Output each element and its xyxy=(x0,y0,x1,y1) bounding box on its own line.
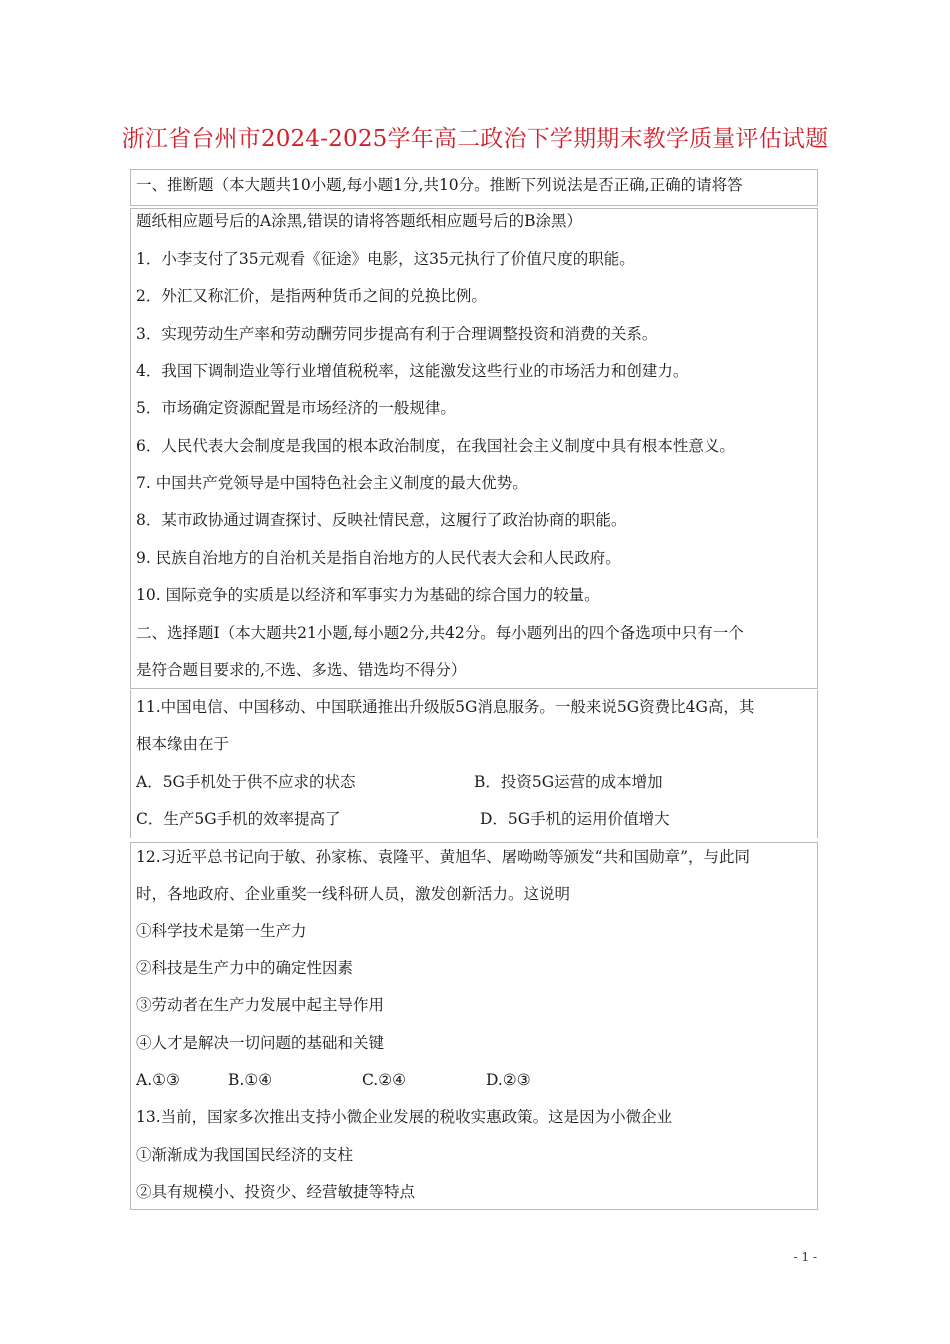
q11-option-b: B．投资5G运营的成本增加 xyxy=(474,773,663,791)
judgement-item-3: 3．实现劳动生产率和劳动酬劳同步提高有利于合理调整投资和消费的关系。 xyxy=(136,325,658,343)
q11-option-c: C．生产5G手机的效率提高了 xyxy=(136,810,341,828)
q12-option-d: D.②③ xyxy=(486,1071,531,1089)
q12-statement-3: ③劳动者在生产力发展中起主导作用 xyxy=(136,996,385,1014)
judgement-item-6: 6．人民代表大会制度是我国的根本政治制度，在我国社会主义制度中具有根本性意义。 xyxy=(136,437,735,455)
q12-option-a: A.①③ xyxy=(136,1071,180,1089)
document-title: 浙江省台州市2024-2025学年高二政治下学期期末教学质量评估试题 xyxy=(121,126,829,152)
q12-stem-line1: 12.习近平总书记向于敏、孙家栋、袁隆平、黄旭华、屠呦呦等颁发“共和国勋章”，与此同 xyxy=(136,848,751,866)
q11-option-a: A．5G手机处于供不应求的状态 xyxy=(136,773,356,791)
q12-statement-1: ①科学技术是第一生产力 xyxy=(136,922,307,940)
judgement-item-8: 8．某市政协通过调查探讨、反映社情民意，这履行了政治协商的职能。 xyxy=(136,511,627,529)
q12-stem-line2: 时，各地政府、企业重奖一线科研人员，激发创新活力。这说明 xyxy=(136,885,571,903)
judgement-item-2: 2．外汇又称汇价，是指两种货币之间的兑换比例。 xyxy=(136,287,487,305)
q11-stem-line2: 根本缘由在于 xyxy=(136,735,230,753)
judgement-item-4: 4．我国下调制造业等行业增值税税率，这能激发这些行业的市场活力和创建力。 xyxy=(136,362,689,380)
section2-header-line2: 是符合题目要求的,不选、多选、错选均不得分） xyxy=(136,661,467,679)
section1-header-line1: 一、推断题（本大题共10小题,每小题1分,共10分。推断下列说法是否正确,正确的请将答 xyxy=(136,176,743,194)
q13-statement-2: ②具有规模小、投资少、经营敏捷等特点 xyxy=(136,1183,416,1201)
q13-stem: 13.当前，国家多次推出支持小微企业发展的税收实惠政策。这是因为小微企业 xyxy=(136,1108,673,1126)
q11-option-d: D．5G手机的运用价值增大 xyxy=(480,810,670,828)
q11-stem-line1: 11.中国电信、中国移动、中国联通推出升级版5G消息服务。一般来说5G资费比4G高，其 xyxy=(136,698,755,716)
q12-option-b: B.①④ xyxy=(228,1071,273,1089)
judgement-item-1: 1．小李支付了35元观看《征途》电影，这35元执行了价值尺度的职能。 xyxy=(136,250,635,268)
judgement-item-10: 10. 国际竞争的实质是以经济和军事实力为基础的综合国力的较量。 xyxy=(136,586,600,604)
judgement-item-5: 5．市场确定资源配置是市场经济的一般规律。 xyxy=(136,399,456,417)
judgement-item-7: 7. 中国共产党领导是中国特色社会主义制度的最大优势。 xyxy=(136,474,528,492)
section1-header-line2: 题纸相应题号后的A涂黑,错误的请将答题纸相应题号后的B涂黑） xyxy=(136,212,583,230)
page-number: - 1 - xyxy=(793,1250,817,1264)
q12-statement-4: ④人才是解决一切问题的基础和关键 xyxy=(136,1034,385,1052)
q13-statement-1: ①渐渐成为我国国民经济的支柱 xyxy=(136,1146,354,1164)
section2-header-line1: 二、选择题Ⅰ（本大题共21小题,每小题2分,共42分。每小题列出的四个备选项中只有一个 xyxy=(136,624,744,642)
judgement-item-9: 9. 民族自治地方的自治机关是指自治地方的人民代表大会和人民政府。 xyxy=(136,549,621,567)
q12-option-c: C.②④ xyxy=(362,1071,407,1089)
q12-statement-2: ②科技是生产力中的确定性因素 xyxy=(136,959,354,977)
